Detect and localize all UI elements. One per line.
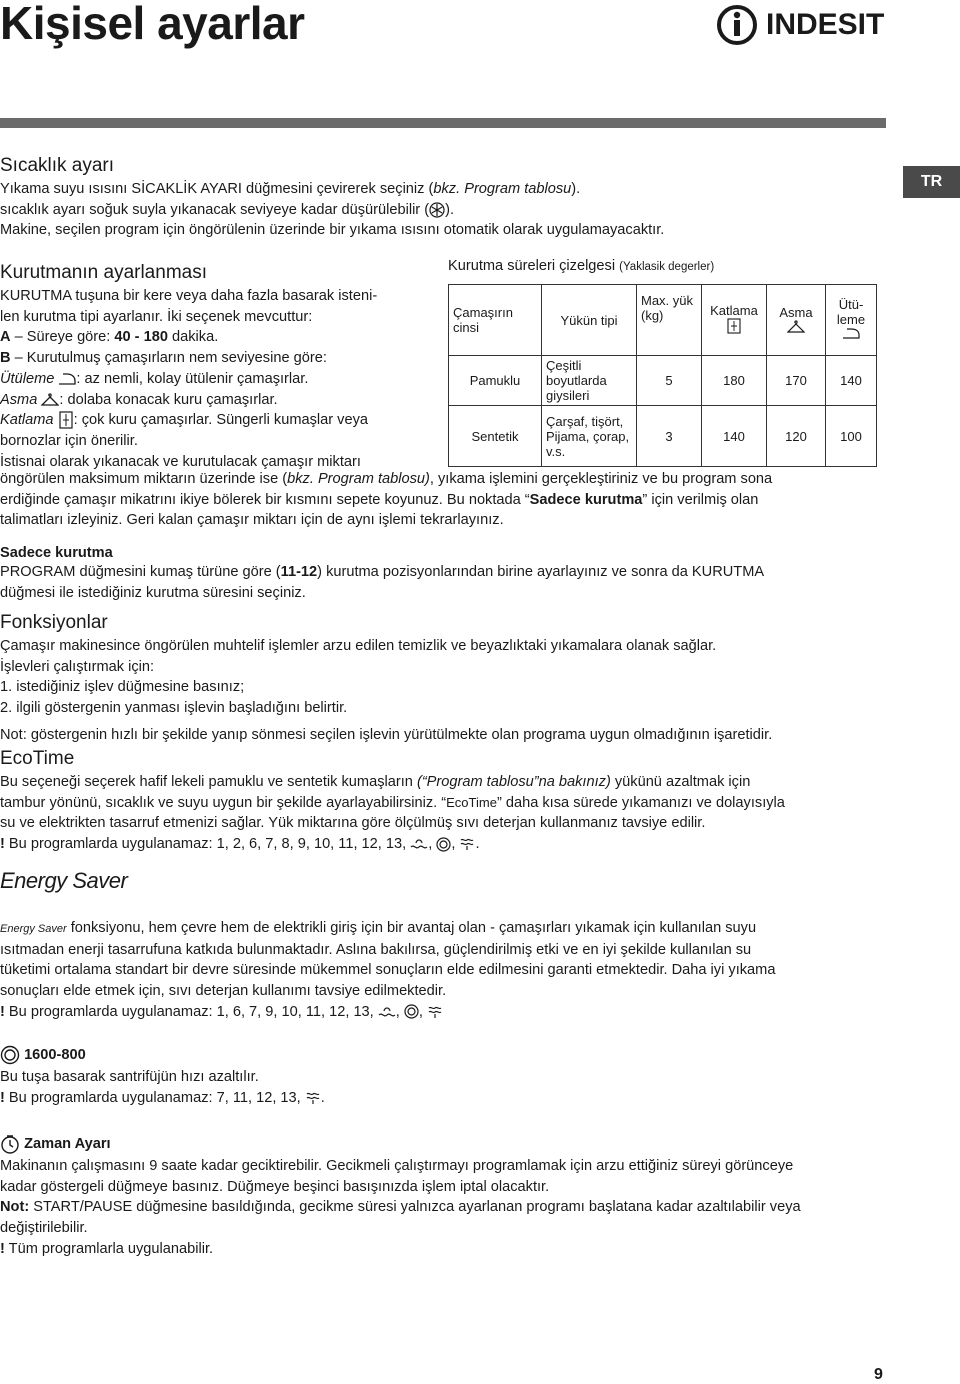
table-cell: Çarşaf, tişört, Pijama, çorap, v.s. bbox=[542, 406, 637, 467]
iron-icon bbox=[58, 372, 76, 386]
text: B bbox=[0, 350, 11, 367]
text: Makinanın çalışmasını 9 saate kadar geciktirebilir. Gecikmeli çalıştırmayı programlamak için arzu ettiğiniz süreyi görünceye bbox=[0, 1158, 794, 1174]
text: bkz. Program tablosu) bbox=[287, 471, 430, 487]
text: tambur yönünü, sıcaklık ve suyu uygun bir şekilde ayarlayabilirsiniz. “ bbox=[0, 794, 447, 811]
text: Katlama bbox=[0, 412, 58, 429]
text: düğmesi ile istediğiniz kurutma süresini seçiniz. bbox=[0, 584, 306, 601]
text: Çamaşır makinesince öngörülen muhtelif işlemler arzu edilen temizlik ve beyazlıktaki yıkamalara olanak sağlar. bbox=[0, 638, 717, 654]
indesit-logo-icon bbox=[716, 4, 758, 46]
text: Tüm programlarla uygulanabilir. bbox=[4, 1240, 214, 1257]
text: Bu programlarda uygulanamaz: 1, 6, 7, 9, 10, 11, 12, 13, bbox=[4, 1003, 378, 1020]
text: Asma bbox=[0, 391, 42, 408]
ecotime-section bbox=[0, 748, 886, 855]
text: İstisnai olarak yıkanacak ve kurutulacak çamaşır miktarı bbox=[0, 453, 361, 470]
language-tab: TR bbox=[903, 166, 960, 198]
spin-speed-section bbox=[0, 1045, 886, 1108]
table-cell: 100 bbox=[826, 406, 877, 467]
energy-saver-logo: Energy Saver bbox=[0, 868, 128, 893]
spin-icon bbox=[404, 1004, 419, 1019]
table-header-cell: Yükün tipi bbox=[542, 285, 637, 356]
text: PROGRAM düğmesini kumaş türüne göre ( bbox=[0, 564, 281, 580]
text: ” daha kısa sürede yıkamanızı ve dolayısıyla bbox=[496, 794, 785, 811]
text: Bu seçeneği seçerek hafif lekeli pamuklu ve sentetik kumaşların bbox=[0, 774, 417, 790]
table-cell: 140 bbox=[702, 406, 767, 467]
table-cell: 3 bbox=[637, 406, 702, 467]
text: Asma bbox=[779, 304, 813, 320]
text: 2. ilgili göstergenin yanması işlevin başladığını belirtir. bbox=[0, 700, 348, 717]
page-number: 9 bbox=[874, 1366, 883, 1383]
text: bornozlar için önerilir. bbox=[0, 432, 138, 449]
text: fonksiyonu, hem çevre hem de elektrikli giriş için bir avantaj olan - çamaşırları yıkamak için kullanılan suyu bbox=[66, 920, 757, 936]
text: ). bbox=[445, 201, 455, 218]
text: Yıkama suyu ısısını SİCAKLİK AYARI düğmesini çevirerek seçiniz ( bbox=[0, 181, 434, 197]
text: Bu tuşa basarak santrifüjün hızı azaltılır. bbox=[0, 1069, 259, 1085]
wool-icon bbox=[410, 837, 428, 851]
warning-mark: ! bbox=[0, 1089, 5, 1106]
text: , bbox=[428, 836, 437, 853]
table-cell: 120 bbox=[767, 406, 826, 467]
text: : dolaba konacak kuru çamaşırlar. bbox=[59, 391, 278, 408]
spin-icon bbox=[436, 837, 451, 852]
text: kadar göstergeli düğmeye basınız. Düğmeye beşinci basışınızda işlem iptal olacaktır. bbox=[0, 1178, 550, 1195]
text: , bbox=[451, 836, 460, 853]
table-header-row bbox=[449, 285, 877, 356]
clock-icon bbox=[0, 1134, 20, 1154]
hanger-icon bbox=[787, 320, 805, 333]
text: len kurutma tipi ayarlanır. İki seçenek mevcuttur: bbox=[0, 308, 313, 325]
text: , yıkama işlemini gerçekleştiriniz ve bu program sona bbox=[429, 471, 773, 487]
text: ” için verilmiş olan bbox=[642, 491, 759, 508]
text: Not: bbox=[0, 1199, 30, 1216]
section-heading: 1600-800 bbox=[24, 1046, 86, 1063]
text: dakika. bbox=[167, 329, 219, 346]
text: ısıtmadan enerji tasarrufuna katkıda bulunmaktadır. Aslına bakılırsa, güçlendirilmiş etki ve en iyi şekilde kullanılan su bbox=[0, 941, 752, 958]
folded-clothes-icon bbox=[58, 411, 74, 429]
section-heading: Sadece kurutma bbox=[0, 545, 113, 561]
energy-saver-small-logo: Energy Saver bbox=[0, 923, 67, 935]
text: 1. istediğiniz işlev düğmesine basınız; bbox=[0, 679, 245, 696]
text: . bbox=[320, 1089, 325, 1106]
text: ) kurutma pozisyonlarından birine ayarlayınız ve sonra da KURUTMA bbox=[317, 564, 765, 580]
table-title bbox=[448, 258, 714, 274]
energy-saver-section bbox=[0, 918, 886, 1023]
section-heading: Sıcaklık ayarı bbox=[0, 155, 115, 176]
warning-mark: ! bbox=[0, 1240, 5, 1257]
drying-section bbox=[0, 262, 440, 472]
text: (“Program tablosu”na bakınız) bbox=[416, 774, 611, 790]
text: Sadece kurutma bbox=[529, 491, 643, 508]
brand-logo bbox=[716, 4, 884, 46]
drain-icon bbox=[305, 1091, 321, 1105]
table-header-cell bbox=[702, 285, 767, 356]
warning-mark: ! bbox=[0, 1003, 5, 1020]
text: Ütüleme bbox=[0, 370, 59, 387]
section-heading: Kurutmanın ayarlanması bbox=[0, 262, 207, 283]
section-heading: Zaman Ayarı bbox=[24, 1135, 111, 1152]
text: Katlama bbox=[710, 303, 758, 318]
section-heading: Fonksiyonlar bbox=[0, 612, 108, 633]
text: START/PAUSE düğmesine basıldığında, gecikme süresi yalnızca ayarlanan programı başlatana kadar azaltılabilir veya bbox=[29, 1199, 801, 1216]
text: – Süreye göre: bbox=[10, 329, 115, 346]
text: Bu programlarda uygulanamaz: 1, 2, 6, 7, 8, 9, 10, 11, 12, 13, bbox=[4, 836, 411, 853]
iron-icon bbox=[842, 327, 860, 340]
text: bkz. Program tablosu bbox=[433, 181, 572, 197]
drying-continued bbox=[0, 469, 886, 531]
text: : çok kuru çamaşırlar. Süngerli kumaşlar veya bbox=[73, 412, 369, 429]
text: (Yaklasik degerler) bbox=[619, 261, 715, 273]
text: Makine, seçilen program için öngörülenin üzerinde bir yıkama ısısını otomatik olarak uygulamayacaktır. bbox=[0, 222, 665, 239]
text: , bbox=[418, 1003, 428, 1020]
text: , bbox=[395, 1003, 404, 1020]
drain-icon bbox=[459, 837, 475, 851]
table-header-cell: Max. yük (kg) bbox=[637, 285, 702, 356]
page-title: Kişisel ayarlar bbox=[0, 0, 305, 49]
table-cell: 5 bbox=[637, 356, 702, 406]
table-header-cell bbox=[767, 285, 826, 356]
text: EcoTime bbox=[446, 794, 497, 810]
hanger-icon bbox=[41, 393, 59, 407]
text: Kurutma süreleri çizelgesi bbox=[448, 258, 616, 274]
table-cell: Çeşitli boyutlarda giysileri bbox=[542, 356, 637, 406]
text: . bbox=[475, 836, 480, 853]
text: Ütü- leme bbox=[836, 297, 866, 327]
wool-icon bbox=[378, 1005, 396, 1019]
text: sonuçları elde etmek için, sıvı deterjan kullanımı tavsiye edilmektedir. bbox=[0, 983, 447, 1000]
warning-mark: ! bbox=[0, 836, 5, 853]
text: tüketimi ortalama standart bir devre süresinde mükemmel sonuçların elde edilmesini garanti etmektedir. Daha iyi yıkama bbox=[0, 962, 776, 979]
text: : az nemli, kolay ütülenir çamaşırlar. bbox=[76, 370, 309, 387]
text: 11-12 bbox=[280, 564, 318, 580]
text: 40 - 180 bbox=[114, 329, 168, 346]
text: erdiğinde çamaşır mikatrını ikiye bölerek bir kısmını sepete koyunuz. Bu noktada “ bbox=[0, 491, 530, 508]
text: yükünü azaltmak için bbox=[610, 774, 751, 790]
header-divider bbox=[0, 118, 886, 128]
drying-time-table bbox=[448, 284, 877, 467]
text: sıcaklık ayarı soğuk suyla yıkanacak seviyeye kadar düşürülebilir ( bbox=[0, 201, 430, 218]
timer-section bbox=[0, 1134, 886, 1260]
text: Bu programlarda uygulanamaz: 7, 11, 12, 13, bbox=[4, 1089, 305, 1106]
text: su ve elektrikten tasarruf etmenizi sağlar. Yük miktarına göre ölçülmüş sıvı deterjan kullanmanız tavsiye edilir. bbox=[0, 815, 706, 832]
table-row bbox=[449, 406, 877, 467]
table-cell: 180 bbox=[702, 356, 767, 406]
table-header-cell: Çamaşırın cinsi bbox=[449, 285, 542, 356]
folded-clothes-icon bbox=[727, 318, 741, 334]
text: öngörülen maksimum miktarın üzerinde ise ( bbox=[0, 471, 288, 487]
table-cell: Pamuklu bbox=[449, 356, 542, 406]
temperature-section bbox=[0, 155, 886, 241]
text: talimatları izleyiniz. Geri kalan çamaşır miktarı için de aynı işlemi tekrarlayınız. bbox=[0, 512, 504, 529]
table-cell: 170 bbox=[767, 356, 826, 406]
text: Not: göstergenin hızlı bir şekilde yanıp sönmesi seçilen işlevin yürütülmekte olan programa uygun olmadığının işaretidir. bbox=[0, 726, 773, 743]
table-cell: 140 bbox=[826, 356, 877, 406]
text: ). bbox=[571, 181, 581, 197]
text: – Kurutulmuş çamaşırların nem seviyesine göre: bbox=[10, 350, 327, 367]
snowflake-icon bbox=[429, 202, 445, 218]
functions-section bbox=[0, 612, 886, 746]
text: değiştirilebilir. bbox=[0, 1220, 88, 1237]
text: İşlevleri çalıştırmak için: bbox=[0, 658, 155, 675]
table-row bbox=[449, 356, 877, 406]
text: KURUTMA tuşuna bir kere veya daha fazla basarak isteni- bbox=[0, 288, 378, 304]
table-cell: Sentetik bbox=[449, 406, 542, 467]
drain-icon bbox=[427, 1005, 443, 1019]
text: A bbox=[0, 329, 11, 346]
ecotime-logo: EcoTime bbox=[0, 748, 75, 769]
only-dry-section bbox=[0, 545, 886, 603]
brand-name: INDESIT bbox=[766, 8, 885, 41]
table-header-cell bbox=[826, 285, 877, 356]
spin-speed-icon bbox=[0, 1045, 20, 1065]
